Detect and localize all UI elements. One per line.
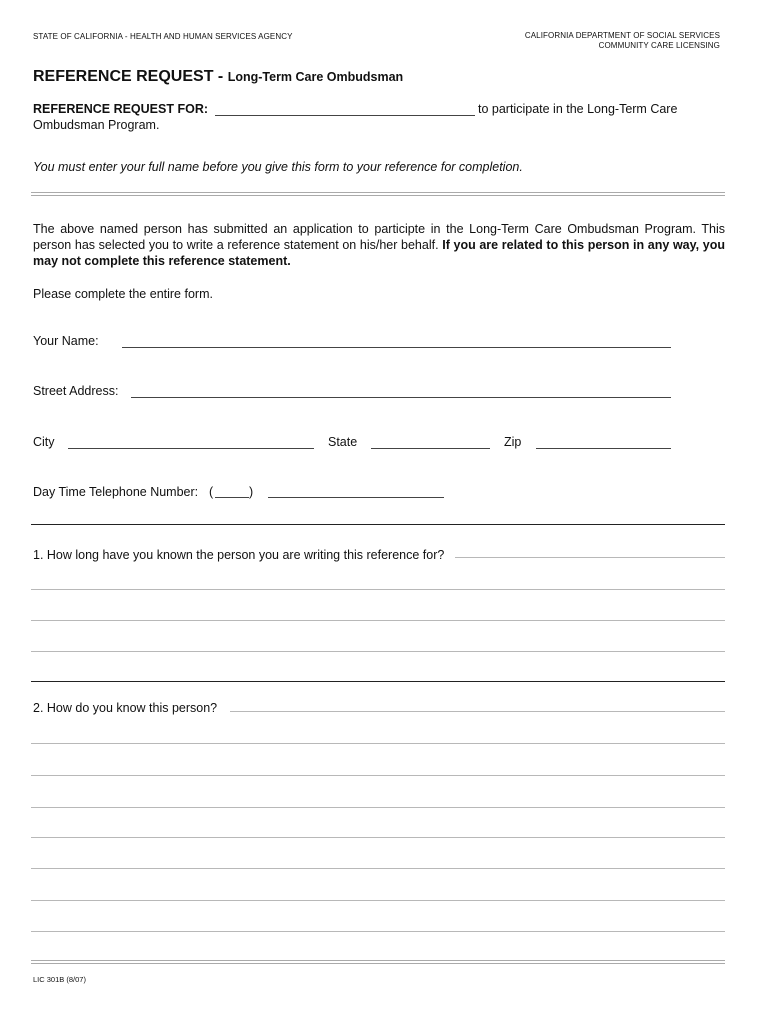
question-2-label: 2. How do you know this person? — [33, 701, 218, 715]
zip-input[interactable] — [536, 433, 671, 449]
street-address-input[interactable] — [131, 382, 671, 398]
question-1-label: 1. How long have you known the person you are writing this reference for? — [33, 548, 445, 562]
street-address-label: Street Address: — [33, 384, 119, 398]
separator-line — [31, 963, 725, 964]
page-title — [33, 68, 403, 86]
request-for-label: REFERENCE REQUEST FOR: — [33, 102, 209, 116]
phone-label: Day Time Telephone Number: — [33, 485, 199, 499]
question-1-answer[interactable] — [31, 561, 729, 655]
your-name-input[interactable] — [122, 332, 671, 348]
intro-paragraph — [33, 221, 725, 269]
separator-line — [31, 192, 725, 193]
department-name: CALIFORNIA DEPARTMENT OF SOCIAL SERVICES — [524, 31, 720, 40]
city-label: City — [33, 435, 55, 449]
complete-note: Please complete the entire form. — [33, 287, 213, 301]
phone-area-input[interactable] — [215, 482, 249, 498]
separator-line — [31, 195, 725, 196]
request-for-input[interactable] — [215, 100, 475, 116]
your-name-label: Your Name: — [33, 334, 99, 348]
section-divider — [31, 681, 725, 682]
state-label: State — [328, 435, 358, 449]
city-input[interactable] — [68, 433, 314, 449]
question-2-answer[interactable] — [31, 715, 729, 935]
instruction-text: You must enter your full name before you give this form to your reference for completion. — [33, 160, 523, 174]
separator-line — [31, 960, 725, 961]
title-main: REFERENCE REQUEST - — [33, 68, 224, 85]
division-name: COMMUNITY CARE LICENSING — [598, 41, 720, 50]
agency-left: STATE OF CALIFORNIA - HEALTH AND HUMAN SERVICES AGENCY — [33, 32, 293, 41]
section-divider — [31, 524, 725, 525]
state-input[interactable] — [371, 433, 490, 449]
phone-input[interactable] — [268, 482, 444, 498]
form-id: LIC 301B (8/07) — [33, 975, 86, 984]
phone-area-close: ) — [249, 485, 254, 499]
zip-label: Zip — [504, 435, 522, 449]
answer-line — [230, 711, 725, 712]
phone-area-open: ( — [209, 485, 214, 499]
request-for-suffix: to participate in the Long-Term Care — [478, 102, 678, 116]
relation-warning: If you are related to this person in any way, you may not complete this reference statement. — [33, 238, 725, 268]
agency-right — [525, 31, 720, 51]
request-for-suffix-2: Ombudsman Program. — [33, 118, 160, 132]
answer-line — [455, 557, 725, 558]
intro-text: The above named person has submitted an application to participte in the Long-Term Care Ombudsman Program. This person has selected you to write a reference statement on his/her behalf. — [33, 222, 725, 252]
title-sub: Long-Term Care Ombudsman — [227, 70, 404, 84]
